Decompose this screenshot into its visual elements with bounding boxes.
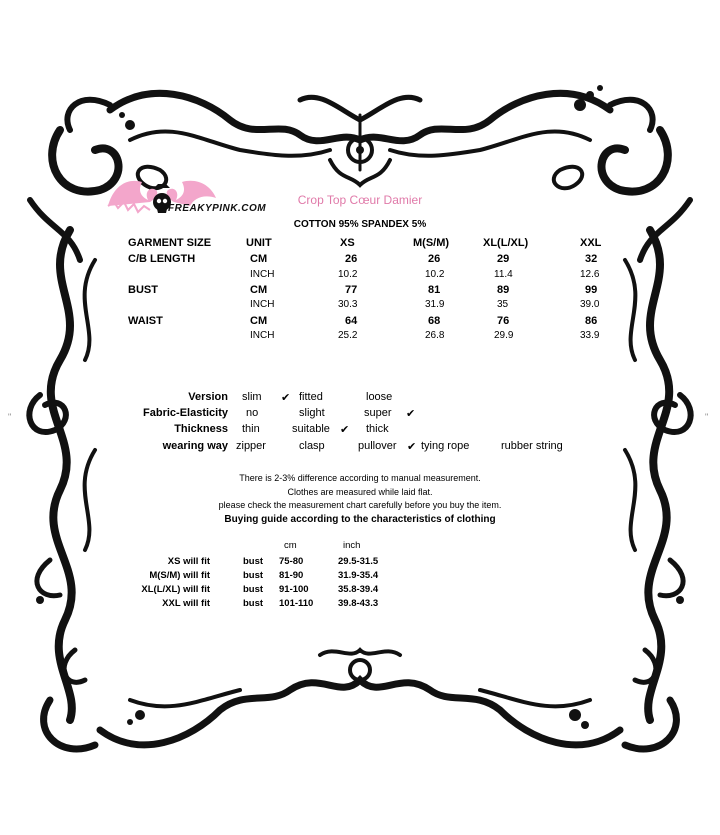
row-label: BUST <box>128 284 158 296</box>
fit-inch: 31.9-35.4 <box>338 570 379 581</box>
fit-cm: 101-110 <box>279 598 314 609</box>
header-xl: XL(L/XL) <box>483 237 529 249</box>
row-unit: INCH <box>250 269 275 280</box>
fit-part: bust <box>243 570 264 581</box>
cell: 32 <box>585 253 598 265</box>
option-tying-rope: tying rope <box>421 440 470 452</box>
buying-guide-title: Buying guide according to the characteristics of clothing <box>224 514 496 525</box>
row-label: C/B LENGTH <box>128 253 196 265</box>
option-zipper: zipper <box>236 440 266 452</box>
option-no: no <box>246 407 259 419</box>
row-unit: CM <box>250 315 268 327</box>
cell: 77 <box>345 284 358 296</box>
cell: 26.8 <box>425 330 445 341</box>
option-rubber-string: rubber string <box>501 440 563 452</box>
note-line: There is 2-3% difference according to manual measurement. <box>239 473 481 483</box>
row-unit: INCH <box>250 299 275 310</box>
check-icon: ✔ <box>281 392 291 404</box>
fit-cm: 91-100 <box>279 584 309 595</box>
cell: 89 <box>497 284 510 296</box>
cell: 10.2 <box>338 269 358 280</box>
cell: 26 <box>428 253 441 265</box>
option-pullover: pullover <box>358 440 397 452</box>
fit-label: M(S/M) will fit <box>149 570 210 581</box>
cell: 64 <box>345 315 358 327</box>
cell: 99 <box>585 284 598 296</box>
fit-cm: 75-80 <box>279 556 304 567</box>
cell: 76 <box>497 315 510 327</box>
cell: 12.6 <box>580 269 600 280</box>
header-unit: UNIT <box>246 237 272 249</box>
check-icon: ✔ <box>407 441 417 453</box>
option-thick: thick <box>366 423 389 435</box>
side-mark-left: " <box>8 412 12 422</box>
option-clasp: clasp <box>299 440 325 452</box>
cell: 30.3 <box>338 299 358 310</box>
header-garment-size: GARMENT SIZE <box>128 237 212 249</box>
fit-inch: 35.8-39.4 <box>338 584 379 595</box>
cell: 81 <box>428 284 441 296</box>
fit-part: bust <box>243 584 264 595</box>
elasticity-label: Fabric-Elasticity <box>143 407 228 419</box>
cell: 35 <box>497 299 509 310</box>
wearing-label: wearing way <box>162 440 228 452</box>
fit-part: bust <box>243 598 264 609</box>
row-unit: CM <box>250 284 268 296</box>
cell: 68 <box>428 315 441 327</box>
fit-label: XXL will fit <box>162 598 210 609</box>
header-m: M(S/M) <box>413 237 450 249</box>
fabric-composition: COTTON 95% SPANDEX 5% <box>293 219 427 230</box>
option-slim: slim <box>242 391 262 403</box>
fit-cm: 81-90 <box>279 570 304 581</box>
option-thin: thin <box>242 423 260 435</box>
cell: 29.9 <box>494 330 514 341</box>
option-loose: loose <box>366 391 393 403</box>
check-icon: ✔ <box>406 408 416 420</box>
header-xxl: XXL <box>580 237 602 249</box>
cell: 39.0 <box>580 299 600 310</box>
cell: 26 <box>345 253 358 265</box>
brand-name: FREAKYPINK.COM <box>168 203 267 214</box>
product-title: Crop Top Cœur Damier <box>297 193 423 207</box>
option-slight: slight <box>299 407 325 419</box>
row-unit: INCH <box>250 330 275 341</box>
thickness-label: Thickness <box>174 423 228 435</box>
cell: 29 <box>497 253 510 265</box>
cell: 86 <box>585 315 598 327</box>
cell: 10.2 <box>425 269 445 280</box>
side-mark-right: " <box>705 412 709 422</box>
version-label: Version <box>188 391 228 403</box>
check-icon: ✔ <box>340 424 350 436</box>
col-inch: inch <box>343 540 361 551</box>
row-unit: CM <box>250 253 268 265</box>
cell: 11.4 <box>494 269 513 280</box>
fit-part: bust <box>243 556 264 567</box>
cell: 33.9 <box>580 330 600 341</box>
cell: 25.2 <box>338 330 358 341</box>
option-super: super <box>364 407 392 419</box>
option-fitted: fitted <box>299 391 323 403</box>
row-label: WAIST <box>128 315 163 327</box>
cell: 31.9 <box>425 299 445 310</box>
note-line: please check the measurement chart carefully before you buy the item. <box>218 500 502 510</box>
fit-inch: 39.8-43.3 <box>338 598 379 609</box>
option-suitable: suitable <box>292 423 330 435</box>
fit-label: XL(L/XL) will fit <box>141 584 210 595</box>
fit-inch: 29.5-31.5 <box>338 556 379 567</box>
header-xs: XS <box>340 237 355 249</box>
note-line: Clothes are measured while laid flat. <box>287 487 433 497</box>
col-cm: cm <box>284 540 297 551</box>
fit-label: XS will fit <box>167 556 210 567</box>
